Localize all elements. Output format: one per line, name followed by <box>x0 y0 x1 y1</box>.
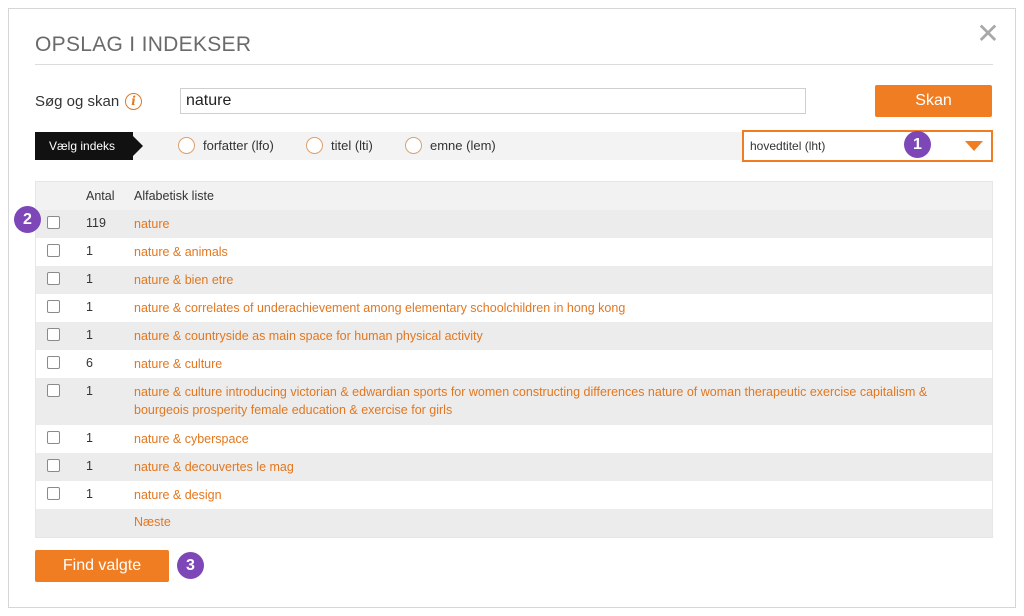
row-count: 1 <box>86 459 93 473</box>
table-row <box>36 378 992 425</box>
chevron-down-icon[interactable] <box>965 141 983 151</box>
results-table <box>35 181 993 538</box>
table-row <box>36 453 992 481</box>
radio-label: titel (lti) <box>331 138 373 153</box>
radio-titel[interactable] <box>306 137 373 154</box>
row-checkbox[interactable] <box>47 431 60 444</box>
annotation-badge-3: 3 <box>177 552 204 579</box>
table-row <box>36 350 992 378</box>
table-row <box>36 266 992 294</box>
find-selected-button[interactable]: Find valgte <box>35 550 169 582</box>
table-row <box>36 322 992 350</box>
index-lookup-dialog <box>8 8 1016 608</box>
row-count: 119 <box>86 216 106 230</box>
annotation-badge-2: 2 <box>14 206 41 233</box>
radio-circle[interactable] <box>178 137 195 154</box>
row-checkbox[interactable] <box>47 272 60 285</box>
row-checkbox[interactable] <box>47 459 60 472</box>
row-count: 1 <box>86 487 93 501</box>
table-row <box>36 425 992 453</box>
next-page-link[interactable]: Næste <box>134 515 171 529</box>
row-checkbox[interactable] <box>47 328 60 341</box>
radio-circle[interactable] <box>306 137 323 154</box>
row-term-link[interactable]: nature & culture <box>134 357 223 371</box>
table-row <box>36 210 992 238</box>
row-count: 1 <box>86 244 93 258</box>
radio-label: emne (lem) <box>430 138 496 153</box>
row-term-link[interactable]: nature & animals <box>134 245 228 259</box>
row-checkbox[interactable] <box>47 216 60 229</box>
pagination-row <box>36 509 992 537</box>
row-checkbox[interactable] <box>47 487 60 500</box>
table-row <box>36 238 992 266</box>
column-header-term: Alfabetisk liste <box>134 189 214 203</box>
row-count: 1 <box>86 300 93 314</box>
scan-button[interactable]: Skan <box>875 85 992 117</box>
table-header <box>36 182 992 210</box>
index-label: Vælg indeks <box>35 132 133 160</box>
column-header-count: Antal <box>86 189 115 203</box>
row-term-link[interactable]: nature & decouvertes le mag <box>134 460 294 474</box>
radio-label: forfatter (lfo) <box>203 138 274 153</box>
radio-circle[interactable] <box>405 137 422 154</box>
index-select[interactable] <box>742 130 993 162</box>
close-icon[interactable]: ✕ <box>976 18 1000 49</box>
table-row <box>36 294 992 322</box>
row-checkbox[interactable] <box>47 300 60 313</box>
row-term-link[interactable]: nature & culture introducing victorian & edwardian sports for women constructing differences nature of woman therapeutic exercise capitalism & bourgeois prosperity female education & exercise for girls <box>134 385 928 417</box>
dialog-title: OPSLAG I INDEKSER <box>35 33 252 56</box>
row-checkbox[interactable] <box>47 384 60 397</box>
index-selector-bar <box>35 132 993 160</box>
row-checkbox[interactable] <box>47 356 60 369</box>
title-divider <box>35 64 993 65</box>
row-term-link[interactable]: nature & correlates of underachievement among elementary schoolchildren in hong kong <box>134 301 626 315</box>
row-term-link[interactable]: nature & design <box>134 488 222 502</box>
row-count: 1 <box>86 328 93 342</box>
row-checkbox[interactable] <box>47 244 60 257</box>
table-row <box>36 481 992 509</box>
row-count: 1 <box>86 384 93 398</box>
row-term-link[interactable]: nature & bien etre <box>134 273 234 287</box>
row-count: 1 <box>86 272 93 286</box>
index-select-value: hovedtitel (lht) <box>750 139 826 153</box>
row-term-link[interactable]: nature & cyberspace <box>134 432 249 446</box>
search-input[interactable] <box>180 88 806 114</box>
info-icon[interactable]: i <box>125 93 142 110</box>
row-term-link[interactable]: nature & countryside as main space for human physical activity <box>134 329 483 343</box>
row-term-link[interactable]: nature <box>134 217 170 231</box>
annotation-badge-1: 1 <box>904 131 931 158</box>
row-count: 1 <box>86 431 93 445</box>
search-label: Søg og skan <box>35 93 120 110</box>
row-count: 6 <box>86 356 93 370</box>
radio-forfatter[interactable] <box>178 137 274 154</box>
radio-emne[interactable] <box>405 137 496 154</box>
